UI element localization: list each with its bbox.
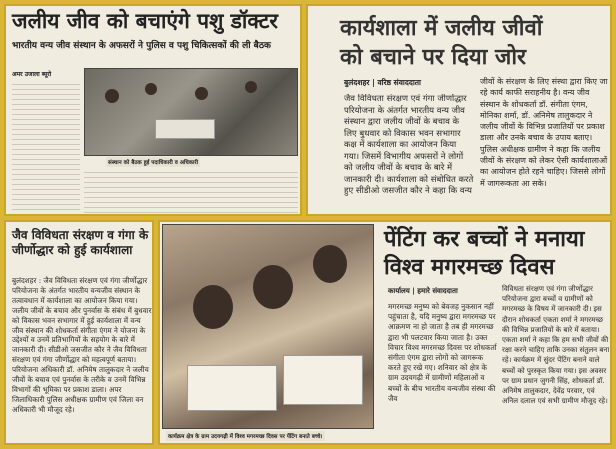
clip4-headline: पेंटिंग कर बच्चों ने मनाया विश्व मगरमच्छ दिवस [384,227,585,280]
clip1-meeting-photo [84,68,298,156]
clip4-byline: कार्यालय | हमारे संवाददाता [388,287,458,295]
clip4-body-col2: विविधता संरक्षण एवं गंगा जीर्णोद्धार परियोजना द्वारा बच्चों व ग्रामीणों को मगरमच्छ के विषय में जानकारी दी। इस दौरान शोधकर्ता एकता शर्मा ने मगरमच्छ की विभिन्न प्रजातियों के बारे में बताया। एकता शर्मा ने कहा कि हम सभी जीवों की रक्षा करने चाहिए ताकि उनका संतुलन बना रहे। कार्यक्रम में सुंदर पेंटिंग बनाने वाले बच्चों को पुरस्कृत किया गया। इस अवसर पर ग्राम प्रधान जुगनी सिंह, शोधकर्ता डॉ. अनिमेष तालुकदार, देवेंद्र परवार, एवं अनिल दलाल एवं सभी ग्रामीण मौजूद रहे। [502,284,610,406]
news-clipping-4 [158,220,612,445]
clip1-text-block [84,168,298,214]
clip1-photo-caption: संस्थान को बैठक हुई पदाधिकारी व अधिकारी [106,157,200,167]
clip4-body-col1: मगरमच्छ मनुष्य को बेवजह नुकसान नहीं पहुंचाता है, यदि मनुष्य द्वारा मगरमच्छ पर आक्रमण ना हो जाता है तब ही मगरमच्छ द्वारा भी पलटवार किया जाता है। उक्त विचार विश्व मगरमच्छ दिवस पर शोधकर्ता संगीता एंगम द्वारा लोगों को जागरूक करते हुए रखे गए। शनिवार को क्षेत्र के ग्राम उदयगढ़ी में ग्रामीणों महिलाओं व बच्चों के बीच भारतीय वन्यजीव संस्था की जैव [388,302,497,403]
clip2-byline: बुलंदशहर | वरिष्ठ संवाददाता [344,78,421,87]
news-clipping-3 [4,220,154,445]
news-clipping-2 [306,4,612,216]
clip2-body-col2: जीवों के संरक्षण के लिए संस्था द्वारा किए जा रहे कार्य काफी सराहनीय है। वन्य जीव संस्थान के शोधकर्ता डॉ. संगीता एंगम, मोनिका शर्मा, डॉ. अनिमेष तालुकदार ने जलीय जीवों के विभिन्न प्रजातियों पर प्रकाश डाला और उनके बचाव के उपाय बताए। पुलिस अधीक्षक ग्रामीण ने कहा कि जलीय जीवों के संरक्षण को लेकर ऐसी कार्यशालाओं का आयोजन होते रहने चाहिए। जिससे लोगों में जागरूकता आ सके। [480,77,608,188]
clip1-headline: जलीय जीव को बचाएंगे पशु डॉक्टर [12,9,278,33]
clip1-subhead: भारतीय वन्य जीव संस्थान के अफसरों ने पुलिस व पशु चिकित्सकों की ली बैठक [12,41,271,51]
clip1-text-lines [12,80,80,212]
clip2-body-col1: जैव विविधता संरक्षण एवं गंगा जीर्णोद्धार परियोजना के अंतर्गत भारतीय वन्य जीव संस्थान द्वारा जलीय जीवों के बचाव के लिए बुधवार को विकास भवन सभागार कक्ष में कार्यशाला का आयोजन किया गया। जिसमें विभागीय अफसरों ने लोगों को जलीय जीवों के बचाव के बारे में जानकारी दी। कार्यशाला को संबोधित करते हुए सीडीओ जसजीत कौर ने कहा कि वन्य [344,94,474,196]
clip3-body: बुलंदशहर : जैव विविधता संरक्षण एवं गंगा जीर्णोद्धार परियोजना के अंतर्गत भारतीय वन्यजीव संस्थान के तत्वावधान में कार्यशाला का आयोजन किया गया। जलीय जीवों के बचाव और पुनर्वास के संबंध में बुधवार को विकास भवन सभागार में हुई कार्यशाला में वन्य जीव संस्थान की शोधकर्ता संगीता एंगम ने योजना के उद्देश्यों व उनमें प्रतिभागियों के सहयोग के बारे में जानकारी दी। सीडीओ जसजीत कौर ने जैव विविधता संरक्षण एवं गंगा जीर्णोद्धार को महत्वपूर्ण बताया। परियोजना अधिकारी डॉ. अनिमेष तालुकदार ने जलीय जीवों के बचाव एवं पुनर्वास के तरीके व उनमें विभिन्न विभागों की भूमिका पर प्रकाश डाला। अपर जिलाधिकारी पुलिस अधीक्षक ग्रामीण एवं जिला वन अधिकारी भी मौजूद रहे। [12,276,152,414]
clip4-photo-caption: कार्यक्रम क्षेत्र के ग्राम उदयगढ़ी में विश्व मगरमच्छ दिवस पर पेंटिंग बनाते बच्चे। [166,431,325,441]
clip3-headline: जैव विविधता संरक्षण व गंगा के जीर्णोद्धार को हुई कार्यशाला [12,228,149,257]
clip1-byline: अमर उजाला ब्यूरो [12,71,52,78]
clip4-children-painting-photo [162,224,374,429]
clip2-headline: कार्यशाला में जलीय जीवों को बचाने पर दिया जोर [340,16,543,70]
news-clipping-1 [4,4,302,216]
